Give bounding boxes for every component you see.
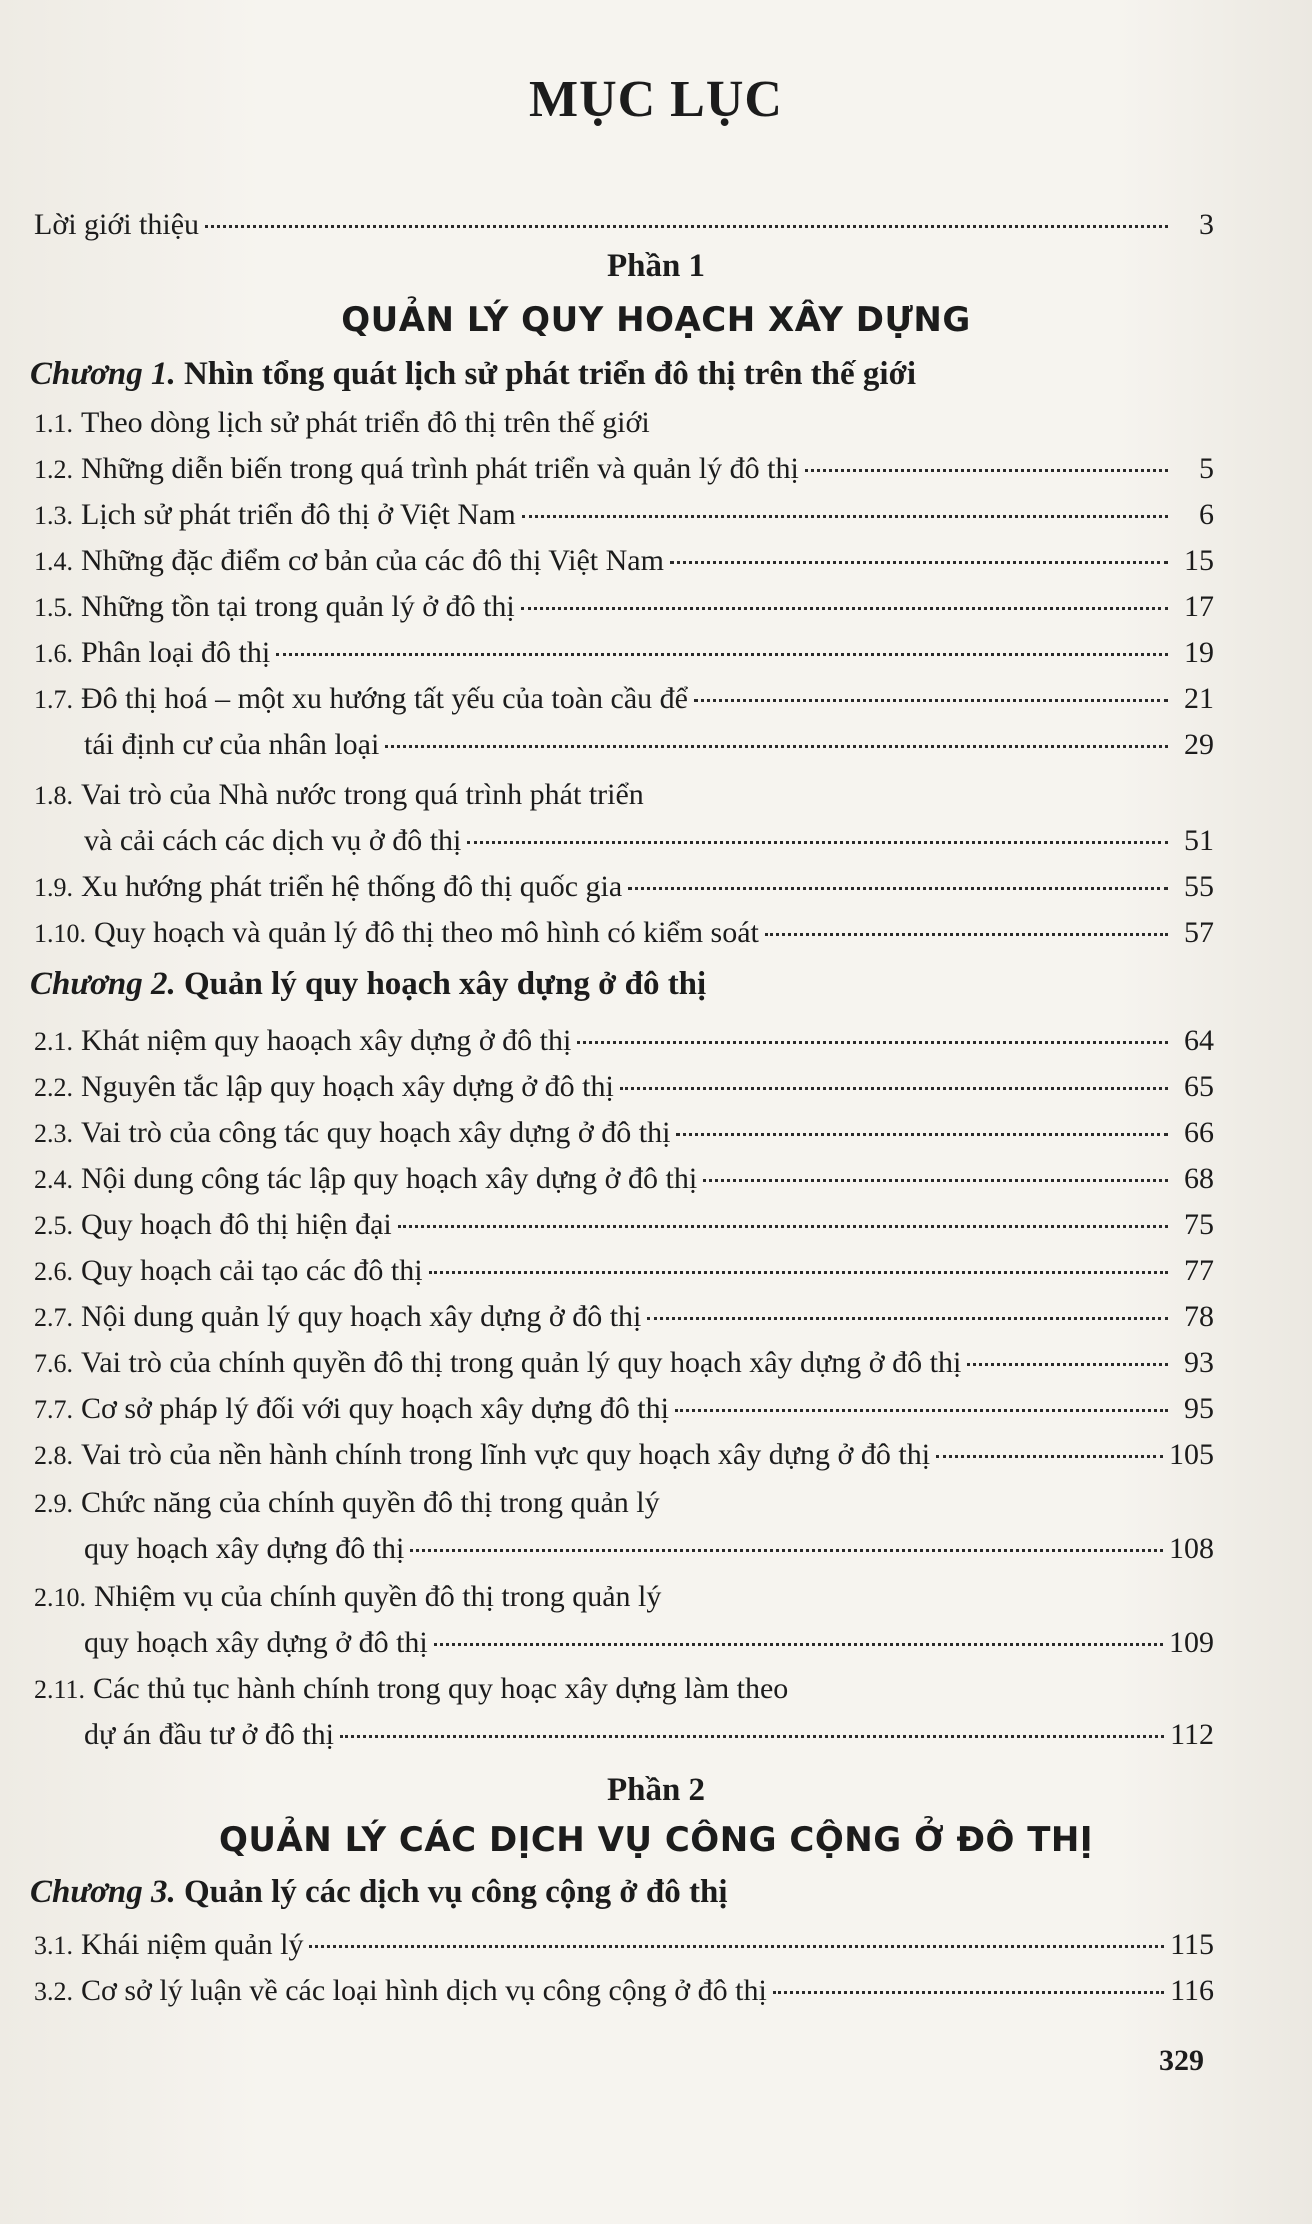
toc-entry	[34, 1438, 1214, 1472]
part-2-title: QUẢN LÝ CÁC DỊCH VỤ CÔNG CỘNG Ở ĐÔ THỊ	[218, 1820, 1094, 1860]
leader-dots	[434, 1643, 1163, 1646]
toc-entry	[34, 778, 644, 812]
chapter-title: Quản lý các dịch vụ công cộng ở đô thị	[183, 1874, 728, 1910]
toc-entry	[34, 916, 1214, 950]
entry-text: Các thủ tục hành chính trong quy hoạc xây dựng làm theo	[93, 1672, 789, 1705]
entry-page: 55	[1184, 870, 1214, 903]
entry-text: dự án đầu tư ở đô thị	[84, 1718, 335, 1751]
entry-text: Nội dung công tác lập quy hoạch xây dựng ở đô thị	[81, 1162, 698, 1195]
chapter-3-heading	[30, 1874, 1252, 1911]
entry-page: 108	[1169, 1532, 1214, 1565]
entry-text: Khái niệm quản lý	[81, 1928, 304, 1961]
entry-page: 65	[1184, 1070, 1214, 1103]
entry-number: 1.8.	[34, 781, 73, 810]
entry-text: Phân loại đô thị	[81, 636, 271, 669]
toc-entry	[34, 590, 1214, 624]
entry-page: 6	[1199, 498, 1214, 531]
toc-entry	[34, 1070, 1214, 1104]
toc-entry	[34, 498, 1214, 532]
entry-number: 2.7.	[34, 1303, 73, 1332]
leader-dots	[936, 1455, 1163, 1458]
leader-dots	[309, 1945, 1164, 1948]
toc-entry-continued	[84, 1532, 1214, 1566]
entry-page: 3	[1199, 208, 1214, 241]
toc-entry	[34, 1162, 1214, 1196]
entry-text: Lịch sử phát triển đô thị ở Việt Nam	[81, 498, 516, 531]
entry-page: 15	[1184, 544, 1214, 577]
entry-text: Những tồn tại trong quản lý ở đô thị	[81, 590, 515, 623]
entry-page: 93	[1184, 1346, 1214, 1379]
toc-entry	[34, 406, 650, 440]
chapter-label: Chương 3.	[30, 1874, 176, 1910]
entry-number: 2.11.	[34, 1675, 86, 1704]
entry-text: Theo dòng lịch sử phát triển đô thị trên thế giới	[81, 406, 650, 439]
entry-number: 2.6.	[34, 1257, 73, 1286]
entry-page: 51	[1184, 824, 1214, 857]
entry-text: Khát niệm quy haoạch xây dựng ở đô thị	[81, 1024, 572, 1057]
entry-number: 1.10.	[34, 919, 86, 948]
part-1-title: QUẢN LÝ QUY HOẠCH XÂY DỰNG	[341, 300, 971, 340]
toc-entry	[34, 1672, 788, 1706]
entry-text: Nội dung quản lý quy hoạch xây dựng ở đô thị	[81, 1300, 642, 1333]
entry-number: 1.6.	[34, 639, 73, 668]
entry-number: 1.2.	[34, 455, 73, 484]
toc-entry	[34, 1580, 661, 1614]
entry-number: 1.9.	[34, 873, 73, 902]
entry-page: 95	[1184, 1392, 1214, 1425]
leader-dots	[205, 225, 1168, 228]
entry-number: 1.7.	[34, 685, 73, 714]
chapter-label: Chương 2.	[30, 966, 176, 1002]
entry-text: Quy hoạch và quản lý đô thị theo mô hình có kiểm soát	[94, 916, 759, 949]
entry-page: 19	[1184, 636, 1214, 669]
toc-entry	[34, 1392, 1214, 1426]
entry-text: quy hoạch xây dựng ở đô thị	[84, 1626, 428, 1659]
toc-entry	[34, 452, 1214, 486]
entry-page: 115	[1170, 1928, 1214, 1961]
entry-page: 29	[1184, 728, 1214, 761]
toc-entry	[34, 1928, 1214, 1962]
part-1-label: Phần 1	[606, 248, 706, 284]
toc-entry	[34, 1116, 1214, 1150]
leader-dots	[703, 1179, 1168, 1182]
entry-number: 2.3.	[34, 1119, 73, 1148]
toc-entry	[34, 636, 1214, 670]
toc-entry-continued	[84, 1626, 1214, 1660]
leader-dots	[628, 887, 1168, 890]
toc-title: MỤC LỤC	[529, 71, 783, 128]
entry-page: 109	[1169, 1626, 1214, 1659]
entry-text: Những đặc điểm cơ bản của các đô thị Việt Nam	[81, 544, 664, 577]
entry-text: và cải cách các dịch vụ ở đô thị	[84, 824, 462, 857]
toc-entry	[34, 1346, 1214, 1380]
leader-dots	[694, 699, 1168, 702]
leader-dots	[577, 1041, 1168, 1044]
entry-text: Nguyên tắc lập quy hoạch xây dựng ở đô thị	[81, 1070, 614, 1103]
toc-entry	[34, 1974, 1214, 2008]
entry-text: Nhiệm vụ của chính quyền đô thị trong quản lý	[94, 1580, 662, 1613]
leader-dots	[765, 933, 1168, 936]
leader-dots	[620, 1087, 1168, 1090]
entry-text: Cơ sở lý luận về các loại hình dịch vụ công cộng ở đô thị	[81, 1974, 767, 2007]
toc-entry-intro	[34, 208, 1214, 242]
entry-number: 1.5.	[34, 593, 73, 622]
leader-dots	[676, 1133, 1168, 1136]
leader-dots	[398, 1225, 1168, 1228]
entry-text: Vai trò của nền hành chính trong lĩnh vực quy hoạch xây dựng ở đô thị	[81, 1438, 931, 1471]
leader-dots	[967, 1363, 1168, 1366]
entry-number: 3.2.	[34, 1977, 73, 2006]
leader-dots	[773, 1991, 1164, 1994]
toc-entry-continued	[84, 1718, 1214, 1752]
leader-dots	[522, 515, 1168, 518]
entry-number: 1.3.	[34, 501, 73, 530]
leader-dots	[385, 745, 1168, 748]
entry-text: Xu hướng phát triển hệ thống đô thị quốc gia	[81, 870, 623, 903]
leader-dots	[675, 1409, 1168, 1412]
part-2-label: Phần 2	[606, 1772, 706, 1808]
entry-number: 3.1.	[34, 1931, 73, 1960]
entry-text: tái định cư của nhân loại	[84, 728, 380, 761]
entry-page: 105	[1169, 1438, 1214, 1471]
chapter-title: Nhìn tổng quát lịch sử phát triển đô thị trên thế giới	[183, 356, 917, 392]
leader-dots	[670, 561, 1168, 564]
entry-text: Vai trò của chính quyền đô thị trong quản lý quy hoạch xây dựng ở đô thị	[81, 1346, 962, 1379]
toc-entry	[34, 1254, 1214, 1288]
toc-entry	[34, 682, 1214, 716]
entry-text: Đô thị hoá – một xu hướng tất yếu của toàn cầu để	[81, 682, 688, 715]
leader-dots	[429, 1271, 1168, 1274]
entry-number: 2.8.	[34, 1441, 73, 1470]
entry-page: 68	[1184, 1162, 1214, 1195]
leader-dots	[410, 1549, 1163, 1552]
entry-number: 2.9.	[34, 1489, 73, 1518]
leader-dots	[647, 1317, 1168, 1320]
toc-entry-continued	[84, 824, 1214, 858]
entry-page: 17	[1184, 590, 1214, 623]
leader-dots	[467, 841, 1168, 844]
toc-entry	[34, 544, 1214, 578]
entry-text: Cơ sở pháp lý đối với quy hoạch xây dựng đô thị	[81, 1392, 669, 1425]
chapter-title: Quản lý quy hoạch xây dựng ở đô thị	[183, 966, 707, 1002]
entry-text: Những diễn biến trong quá trình phát triển và quản lý đô thị	[81, 452, 799, 485]
chapter-1-heading	[30, 356, 1252, 393]
leader-dots	[276, 653, 1168, 656]
entry-number: 2.10.	[34, 1583, 86, 1612]
entry-number: 1.4.	[34, 547, 73, 576]
entry-page: 116	[1170, 1974, 1214, 2007]
chapter-label: Chương 1.	[30, 356, 176, 392]
entry-text: Lời giới thiệu	[34, 208, 200, 241]
entry-text: Vai trò của công tác quy hoạch xây dựng ở đô thị	[81, 1116, 671, 1149]
leader-dots	[521, 607, 1168, 610]
toc-entry-continued	[84, 728, 1214, 762]
leader-dots	[805, 469, 1168, 472]
entry-page: 77	[1184, 1254, 1214, 1287]
toc-entry	[34, 1024, 1214, 1058]
toc-entry	[34, 1208, 1214, 1242]
entry-page: 66	[1184, 1116, 1214, 1149]
chapter-2-heading	[30, 966, 1252, 1003]
entry-text: Quy hoạch đô thị hiện đại	[81, 1208, 392, 1241]
entry-number: 7.6.	[34, 1349, 73, 1378]
entry-page: 112	[1170, 1718, 1214, 1751]
entry-text: quy hoạch xây dựng đô thị	[84, 1532, 405, 1565]
entry-page: 5	[1199, 452, 1214, 485]
entry-number: 2.1.	[34, 1027, 73, 1056]
entry-page: 21	[1184, 682, 1214, 715]
entry-page: 57	[1184, 916, 1214, 949]
entry-text: Chức năng của chính quyền đô thị trong quản lý	[81, 1486, 660, 1519]
entry-number: 1.1.	[34, 409, 73, 438]
entry-number: 2.4.	[34, 1165, 73, 1194]
entry-page: 64	[1184, 1024, 1214, 1057]
entry-page: 78	[1184, 1300, 1214, 1333]
entry-number: 2.2.	[34, 1073, 73, 1102]
entry-number: 7.7.	[34, 1395, 73, 1424]
entry-number: 2.5.	[34, 1211, 73, 1240]
toc-entry	[34, 870, 1214, 904]
toc-entry	[34, 1486, 660, 1520]
entry-text: Quy hoạch cải tạo các đô thị	[81, 1254, 423, 1287]
entry-page: 75	[1184, 1208, 1214, 1241]
entry-text: Vai trò của Nhà nước trong quá trình phát triển	[81, 778, 644, 811]
toc-entry	[34, 1300, 1214, 1334]
leader-dots	[340, 1735, 1164, 1738]
page-number: 329	[1159, 2044, 1204, 2077]
